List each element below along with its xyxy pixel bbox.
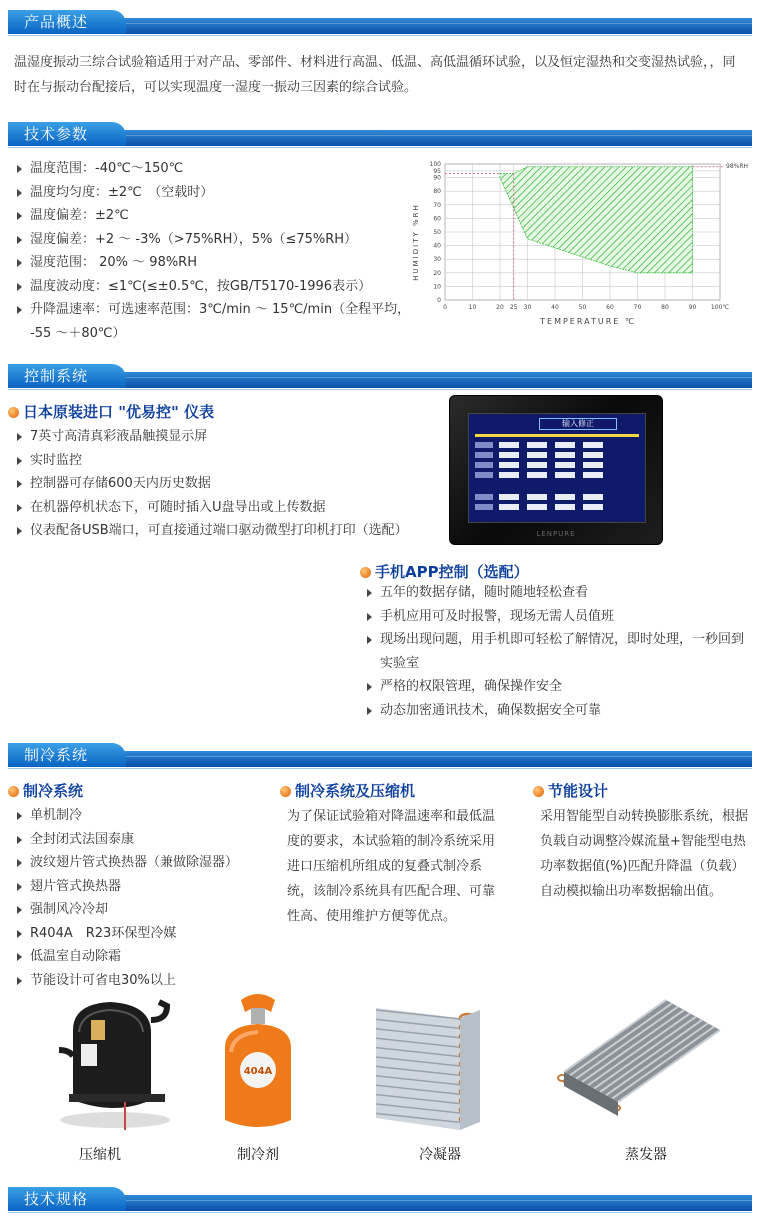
y-tick-label: 10 [433, 283, 441, 291]
screen-value-cell [555, 494, 575, 500]
overview-title: 产品概述 [24, 13, 89, 31]
screen-value-cell [527, 472, 547, 478]
app-subhead [360, 562, 529, 582]
x-tick-label: 100℃ [710, 304, 730, 311]
refrigeration-title: 制冷系统 [24, 746, 89, 764]
meter-item: 仪表配备USB端口，可直接通过端口驱动微型打印机打印（选配） [14, 519, 408, 543]
refrig-col3-subhead [533, 781, 608, 801]
controller-screen [468, 413, 646, 523]
screen-value-cell [527, 504, 547, 510]
meter-item: 实时监控 [14, 449, 408, 473]
app-item-continuation: 实验室 [380, 655, 420, 671]
temp-humidity-chart [400, 152, 750, 332]
refrig-col2-subhead [280, 781, 415, 801]
screen-value-cell [583, 472, 603, 478]
product-label: 冷凝器 [419, 1147, 461, 1163]
spec-item: 温度范围：-40℃～150℃ [14, 157, 410, 181]
product-label: 蒸发器 [625, 1147, 667, 1163]
y-axis-label: HUMIDITY %RH [412, 203, 420, 281]
screen-value-cell [583, 442, 603, 448]
spec-sheet-header [8, 1187, 752, 1211]
screen-value-cell [555, 504, 575, 510]
screen-value-cell [499, 442, 519, 448]
orange-bullet-icon [280, 786, 291, 797]
screen-label-cell [475, 494, 493, 500]
y-tick-label: 100 [429, 161, 441, 168]
app-item: 五年的数据存储，随时随地轻松查看 [364, 581, 744, 605]
specs-list [14, 157, 410, 345]
spec-item: 温度偏差：±2℃ [14, 204, 410, 228]
screen-value-cell [527, 442, 547, 448]
x-tick-label: 25 [509, 304, 518, 311]
screen-label-cell [475, 504, 493, 510]
screen-value-cell [555, 472, 575, 478]
refrig-item: 节能设计可省电30%以上 [14, 969, 238, 993]
screen-value-cell [499, 452, 519, 458]
app-item: 现场出现问题，用手机即可轻松了解情况，即时处理，一秒回到 [364, 628, 744, 652]
product-label: 压缩机 [79, 1147, 121, 1163]
app-title: 手机APP控制（选配） [375, 563, 529, 581]
chart-svg [400, 152, 750, 332]
specs-header [8, 122, 752, 146]
compressor-icon [55, 990, 175, 1140]
spec-item-continuation: -55 ～＋80℃） [30, 325, 126, 341]
meter-item: 控制器可存储600天内历史数据 [14, 472, 408, 496]
refrig-item: 低温室自动除霜 [14, 945, 238, 969]
x-tick-label: 0 [443, 304, 447, 311]
app-item: 手机应用可及时报警，现场无需人员值班 [364, 605, 744, 629]
screen-label-cell [475, 452, 493, 458]
y-tick-label: 30 [433, 256, 441, 264]
meter-list [14, 425, 408, 543]
condenser-icon [368, 990, 488, 1140]
y-tick-label: 80 [433, 188, 441, 196]
refrig-col1-subhead [8, 781, 83, 801]
x-tick-label: 90 [688, 304, 697, 311]
spec-item: 湿度范围： 20% ～ 98%RH [14, 251, 410, 275]
y-tick-label: 50 [433, 229, 441, 236]
app-item: 动态加密通讯技术，确保数据安全可靠 [364, 699, 744, 723]
orange-bullet-icon [360, 567, 371, 578]
screen-value-cell [527, 462, 547, 468]
refrig-col1-list [14, 804, 238, 992]
meter-item: 在机器停机状态下，可随时插入U盘导出或上传数据 [14, 496, 408, 520]
meter-title: 日本原装进口 "优易控" 仪表 [23, 403, 215, 421]
screen-value-cell [583, 494, 603, 500]
screen-value-cell [527, 452, 547, 458]
refrigeration-header [8, 743, 752, 767]
screen-value-cell [499, 472, 519, 478]
x-tick-label: 10 [468, 304, 477, 311]
x-tick-label: 70 [633, 304, 642, 311]
spec-item: 温度均匀度：±2℃ （空载时） [14, 181, 410, 205]
meter-item: 7英寸高清真彩液晶触摸显示屏 [14, 425, 408, 449]
controller-screen-title: 输入修正 [539, 418, 617, 430]
x-tick-label: 40 [551, 304, 559, 311]
control-header [8, 364, 752, 388]
refrigerant-cylinder-icon [213, 990, 303, 1140]
orange-bullet-icon [8, 786, 19, 797]
orange-bullet-icon [8, 407, 19, 418]
refrig-item: 单机制冷 [14, 804, 238, 828]
refrig-col1-title: 制冷系统 [23, 782, 84, 800]
y-tick-label: 20 [433, 269, 441, 277]
spec-sheet-title: 技术规格 [24, 1190, 89, 1208]
x-tick-label: 80 [661, 304, 669, 311]
x-axis-label: TEMPERATURE ℃ [540, 317, 636, 326]
x-tick-label: 20 [496, 304, 504, 311]
control-title: 控制系统 [24, 367, 89, 385]
chart-annotation: 98%RH [726, 163, 749, 170]
product-label: 制冷剂 [237, 1147, 279, 1163]
overview-header [8, 10, 752, 34]
cylinder-label: 404A [243, 1066, 273, 1077]
refrig-item: 波纹翅片管式换热器（兼做除湿器） [14, 851, 238, 875]
refrig-item: 翅片管式换热器 [14, 875, 238, 899]
y-tick-label: 0 [437, 297, 441, 304]
evaporator-icon [556, 990, 726, 1130]
screen-value-cell [527, 494, 547, 500]
screen-value-cell [583, 504, 603, 510]
refrig-col2-text: 为了保证试验箱对降温速率和最低温度的要求，本试验箱的制冷系统采用进口压缩机所组成的复叠式制冷系统，该制冷系统具有匹配合理、可靠性高、使用维护方便等优点。 [287, 809, 496, 924]
app-list [364, 581, 744, 722]
refrig-item: 强制风冷冷却 [14, 898, 238, 922]
refrig-col3-text: 采用智能型自动转换膨胀系统，根据负载自动调整冷媒流量+智能型电热功率数据值(%)匹配升降温（负载）自动模拟输出功率数据输出值。 [540, 809, 749, 899]
screen-value-cell [555, 442, 575, 448]
screen-value-cell [583, 452, 603, 458]
screen-label-cell [475, 442, 493, 448]
refrig-col2-title: 制冷系统及压缩机 [295, 782, 416, 800]
y-tick-label: 90 [433, 174, 441, 182]
spec-item: 湿度偏差：+2 ～ -3%（>75%RH），5%（≤75%RH） [14, 228, 410, 252]
refrig-col3-title: 节能设计 [548, 782, 609, 800]
screen-label-cell [475, 462, 493, 468]
spec-item: 温度波动度：≤1℃(≤±0.5℃，按GB/T5170-1996表示） [14, 275, 410, 299]
screen-value-cell [583, 462, 603, 468]
screen-value-cell [555, 462, 575, 468]
x-tick-label: 60 [606, 304, 614, 311]
y-tick-label: 60 [433, 215, 441, 223]
x-tick-label: 50 [578, 304, 587, 311]
touchscreen-controller-image [449, 395, 663, 545]
spec-item: 升降温速率：可选速率范围：3℃/min ～ 15℃/min（全程平均， [14, 298, 410, 322]
screen-value-cell [555, 452, 575, 458]
screen-value-cell [499, 494, 519, 500]
x-tick-label: 30 [523, 304, 532, 311]
screen-label-cell [475, 472, 493, 478]
screen-value-cell [499, 462, 519, 468]
refrig-item: R404A R23环保型冷媒 [14, 922, 238, 946]
controller-brand: LENPURE [536, 530, 576, 538]
orange-bullet-icon [533, 786, 544, 797]
specs-title: 技术参数 [24, 125, 89, 143]
screen-accent-bar [475, 434, 639, 437]
screen-value-cell [499, 504, 519, 510]
y-tick-label: 40 [433, 242, 441, 250]
overview-text: 温湿度振动三综合试验箱适用于对产品、零部件、材料进行高温、低温、高低温循环试验，以及恒定湿热和交变湿热试验，，同时在与振动台配接后，可以实现温度一湿度一振动三因素的综合试验。 [14, 55, 736, 95]
y-tick-label: 70 [433, 201, 441, 209]
meter-subhead [8, 402, 214, 422]
app-item: 严格的权限管理，确保操作安全 [364, 675, 744, 699]
refrig-item: 全封闭式法国泰康 [14, 828, 238, 852]
y-tick-label: 95 [433, 167, 441, 175]
